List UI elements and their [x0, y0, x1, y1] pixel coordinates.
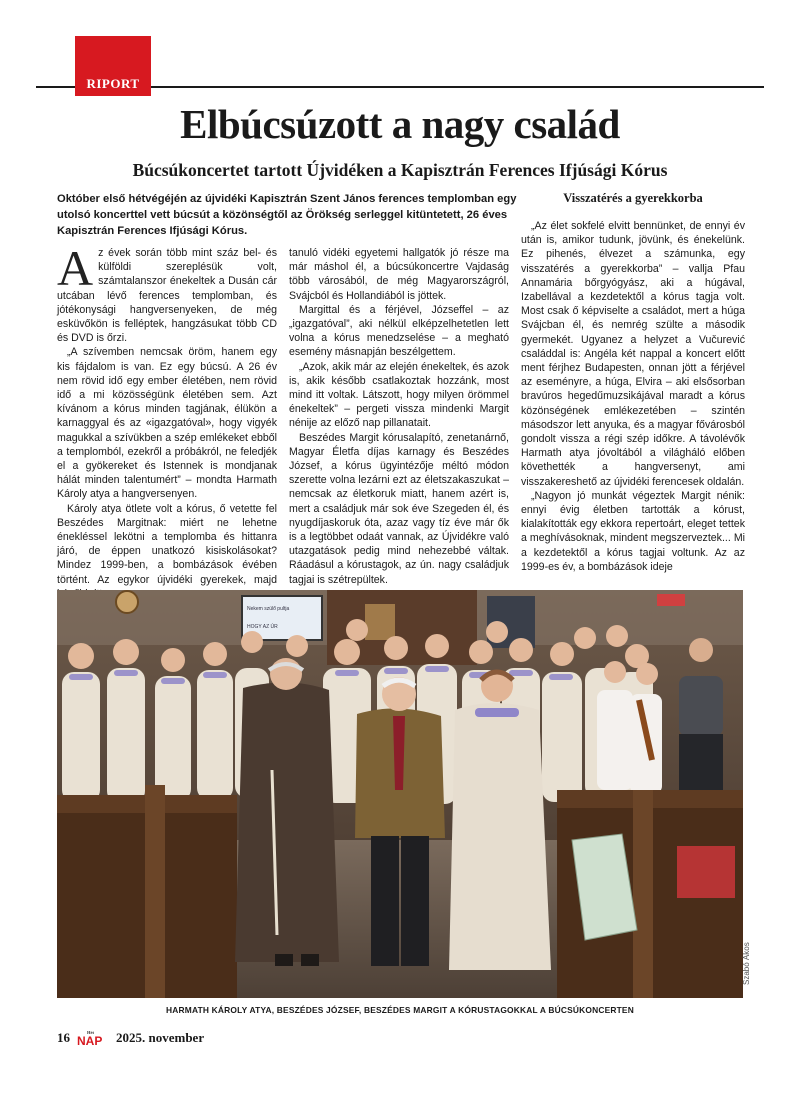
- section-tag: RIPORT: [75, 36, 151, 96]
- magazine-logo: [76, 1029, 110, 1047]
- front-row-people: [235, 658, 551, 970]
- magazine-logo-icon: [76, 1029, 110, 1047]
- screen-text-1: Nekem szülő pultja: [247, 606, 290, 612]
- page-number: 16: [57, 1030, 70, 1045]
- article-subtitle: Búcsúkoncertet tartott Újvidéken a Kapisztrán Ferences Ifjúsági Kórus: [132, 160, 668, 180]
- paragraph: Károly atya ötlete volt a kórus, ő vetette fel Beszédes Margitnak: miért ne lehetne énekléssel lekötni a templomba és hittanra járó, de éppen unatkozó kisiskolásokat? Mindez 1999-ben, a bombázások évében történt. Az egykor újvidéki gyerekek, majd: [57, 502, 277, 586]
- column-2: [289, 246, 509, 587]
- svg-text:NAP: NAP: [77, 1034, 103, 1047]
- svg-text:Hét: Hét: [87, 1030, 94, 1035]
- column-3-heading: Visszatérés a gyerekkorba: [563, 191, 703, 205]
- column-1: [57, 240, 277, 601]
- photo-credit: Szabó Ákos: [742, 942, 751, 985]
- drop-cap: A: [57, 240, 94, 296]
- photo-caption: HARMATH KÁROLY ATYA, BESZÉDES JÓZSEF, BESZÉDES MARGIT A KÓRUSTAGOKKAL A BÚCSÚKONCERTEN: [166, 1005, 634, 1015]
- paragraph: „Azok, akik már az elején énekeltek, és azok is, akik később csatlakoztak hozzánk, most mind itt voltak. Látszott, hogy milyen örömmel énekeltek” – pergeti vissza mindenki Margit nénije az előző nap pillanatait.: [289, 360, 509, 430]
- article-title: Elbúcsúzott a nagy család: [180, 101, 620, 147]
- screen-text-2: HOGY AZ ÚR: [247, 624, 278, 630]
- article-lead: Október első hétvégéjén az újvidéki Kapisztrán Szent János ferences templomban egy utolsó koncerttel vett búcsút a közönségtől az Örökség serleggel kitüntetett, 26 éves Kapisztrán Ferences Ifjúsági Kórus.: [57, 193, 517, 237]
- paragraph: tanuló vidéki egyetemi hallgatók jó része ma már máshol él, a búcsúkoncertre Vajdaság több városából, de még Magyarországról, Svájcból és Hollandiából is jöttek.: [289, 247, 509, 302]
- issue-date: 2025. november: [116, 1030, 205, 1045]
- choir-photo: [57, 590, 743, 998]
- page-footer: [57, 1029, 204, 1047]
- exit-sign: [657, 594, 685, 606]
- wall-clock-icon: [116, 591, 138, 613]
- friar-habit: [235, 682, 339, 962]
- column-3: [521, 219, 745, 574]
- paragraph: Margittal és a férjével, Józseffel – az „igazgatóval”, aki nélkül elképzelhetetlen lett volna a kórus menedzselése – a megható esemény másnapján beszélgettem.: [289, 303, 509, 359]
- conductor-robe: [449, 703, 551, 970]
- paragraph: Az évek során több mint száz bel- és külföldi szereplésük volt, számtalanszor énekeltek a Dusán cár utcában lévő ferences templomban, és jótékonysági hangversenyeken, de még esküvőkön is felléptek, hangzásukat több CD és DVD is őrzi.: [57, 240, 277, 345]
- paragraph: „A szívemben nemcsak öröm, hanem egy kis fájdalom is van. Ez egy búcsú. A 26 év nem rövid idő egy ember életében, nem rövid idő a mi közösségünk életében sem. Azt kívánom a kórus minden tagjának, élükön a karnaggyal és az «igazgatóval», hogy vigyék magukkal a szívükben a szép emlékeket ebből a templomból, ezekről a próbákról, ne feledjék el a gyökereket és Istennek is mondjanak hálát minden talentumért” – mondta Harmath Károly atya a hangversenyen.: [57, 346, 277, 501]
- paragraph: „Nagyon jó munkát végeztek Margit nénik: ennyi évig életben tartották a kórust, kialakították egy ekkora repertoárt, eleget tettek a meghívásoknak, mindent megszerveztek... Mi a kezdetektől a kórus tagjai voltunk. Az az 1999-es év, a bombázások ideje: [521, 489, 745, 573]
- choir-photo-illustration: [57, 590, 743, 998]
- painting: [365, 604, 395, 640]
- paragraph: Beszédes Margit kórusalapító, zenetanárnő, Magyar Életfa díjas karnagy és Beszédes József, a kórus ügyintézője méltó módon szerette volna lezárni ezt az életszakaszukat – nemcsak az életkoruk miatt, hanem azért is, mert a családjuk már sok éve Szegeden él, és nyugdíjaskoruk óta, azaz vagy tíz éve már ők is a legtöbbet odaát vannak, az Újvidékre való utazgatások pedig mind nehezebbé váltak. Ráadásul a kórustagok, az ún. nagy családjuk tagjai is szétrepültek.: [289, 431, 509, 586]
- paragraph: „Az élet sokfelé elvitt bennünket, de ennyi év után is, amikor tudunk, jövünk, és énekelünk. Ez pihenés, élvezet a számunka, egy visszatérés a gyerekkorba” – vallja Pfau Annamária bőrgyógyász, aki a húgával, Izabellával a kezdetektől a kórus tagja volt. Most csak ő képviselte a családot, mert a húga Svájcban él, és nemrég szülte a második gyermekét. Ugyanez a helyzet a Vučurević családdal is: Angéla két nappal a koncert előtt ment férjhez Budapesten, onnan jött a férjével az eseményre, a húga, Elvira – aki elsősorban bravúros hegedűmuzsikájával maradt a kórus közönségének emlékezetében – szintén másodszor lett anyuka, és a magyar fővárosból gondolt vissza a régi szép időkre. A távolévők Harmath atya jóvoltából a világháló előben követhették a hangversenyt, ami visszakereshető az újvidéki ferencesek oldalán.: [521, 220, 745, 488]
